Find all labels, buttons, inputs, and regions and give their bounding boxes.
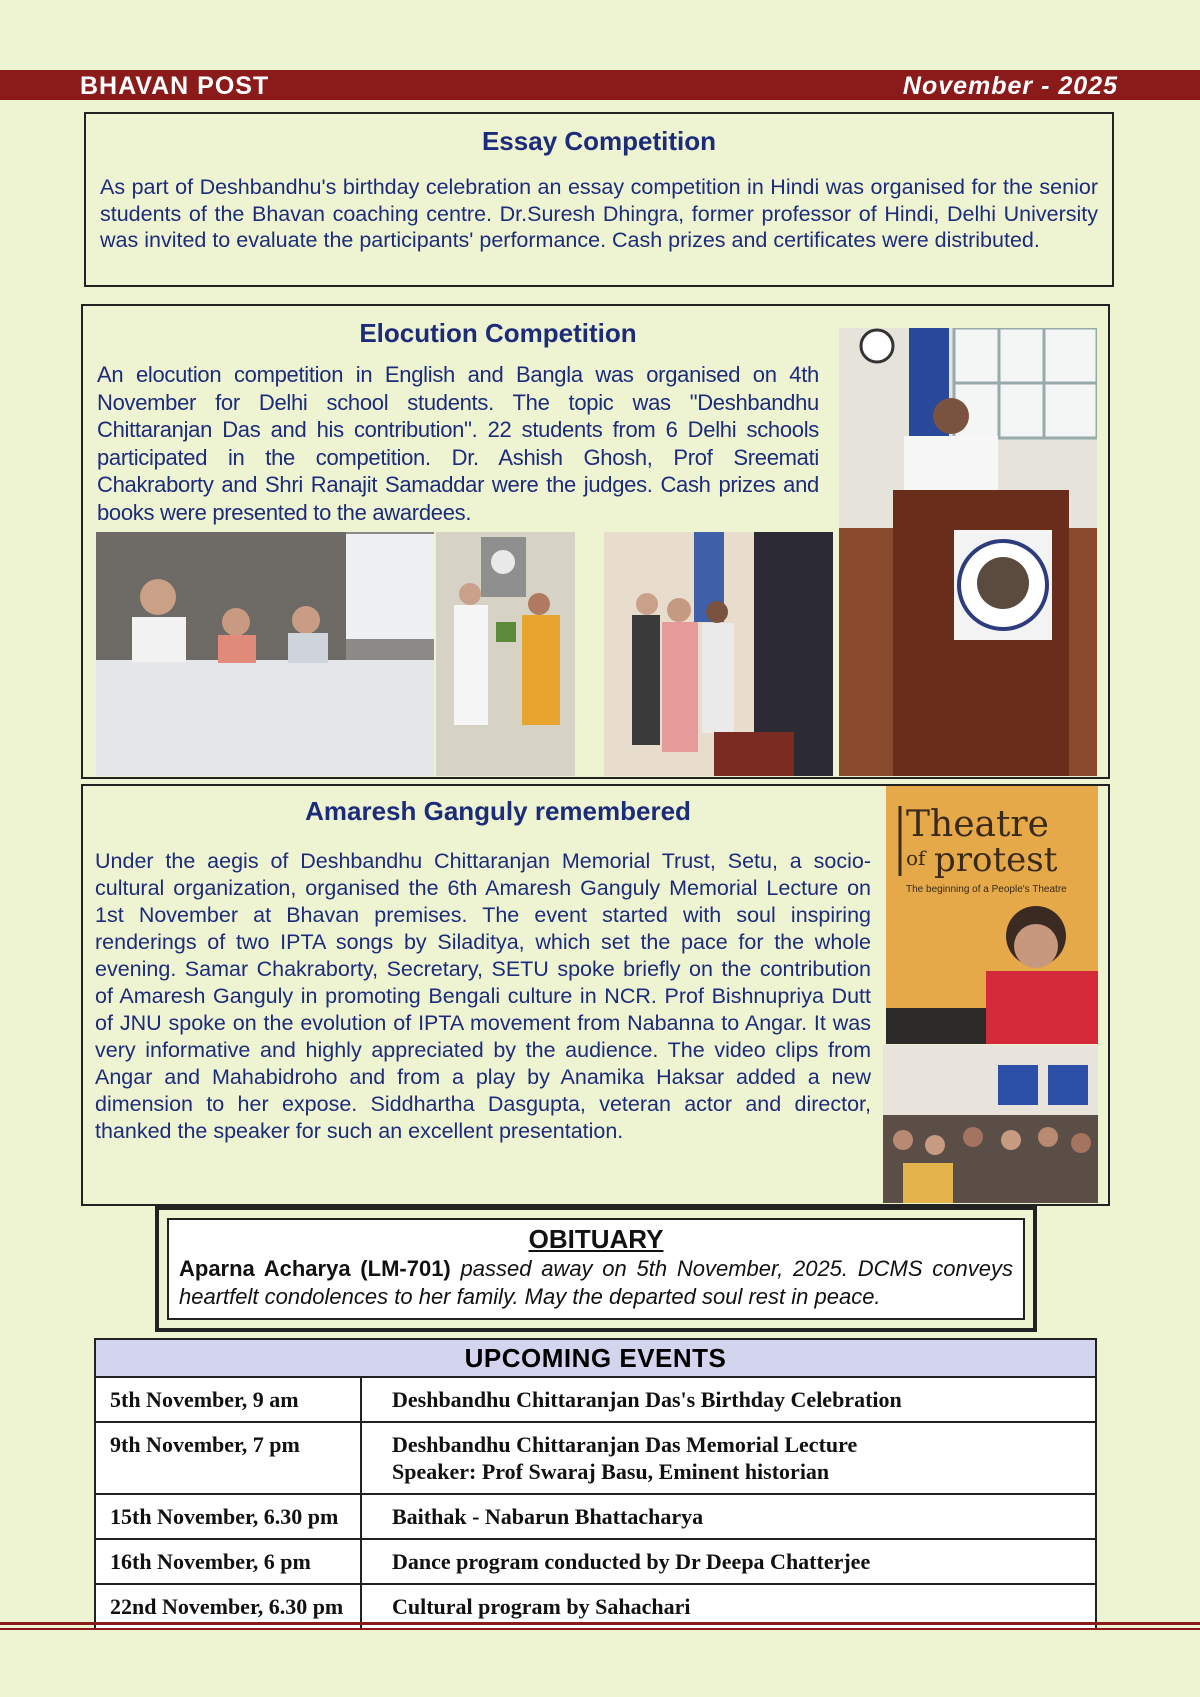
event-date: 9th November, 7 pm (96, 1422, 361, 1494)
events-title: UPCOMING EVENTS (96, 1340, 1095, 1378)
issue-date: November - 2025 (902, 72, 1118, 100)
photo-prize-presentation (436, 532, 575, 776)
poster-title-theatre: Theatre (906, 804, 1049, 845)
footer-rule (0, 1622, 1200, 1625)
events-grid (96, 1378, 1095, 1628)
poster-subtitle: The beginning of a People's Theatre (906, 884, 1067, 895)
event-description: Baithak - Nabarun Bhattacharya (361, 1494, 1095, 1539)
amaresh-body: Under the aegis of Deshbandhu Chittaranjan Memorial Trust, Setu, a socio-cultural organization, organised the 6th Amaresh Ganguly Memorial Lecture on 1st November at Bhavan premises. The event started with soul inspiring renderings of two IPTA songs by Siladitya, which set the pace for the whole evening. Samar Chakraborty, Secretary, SETU spoke briefly on the contribution of Amaresh Ganguly in promoting Bengali culture in NCR. Prof Bishnupriya Dutt of JNU spoke on the evolution of IPTA movement from Nabanna to Angar. It was very informative and highly appreciated by the audience. The video clips from Angar and Mahabidroho and from a play by Anamika Haksar added a new dimension to her expose. Siddhartha Dasgupta, veteran actor and director, thanked the speaker for such an excellent presentation. (95, 849, 871, 1143)
table-row (96, 1422, 1095, 1494)
photo-speaker-podium (839, 328, 1097, 776)
event-date: 15th November, 6.30 pm (96, 1494, 361, 1539)
event-description: Dance program conducted by Dr Deepa Chatterjee (361, 1539, 1095, 1584)
event-date: 22nd November, 6.30 pm (96, 1584, 361, 1628)
event-description (361, 1422, 1095, 1494)
upcoming-events-table (94, 1338, 1097, 1630)
footer-rule-thin (0, 1628, 1200, 1630)
amaresh-section (81, 784, 1110, 1206)
obituary-name: Aparna Acharya (LM-701) (179, 1256, 451, 1281)
elocution-section (81, 304, 1110, 779)
obituary-body (169, 1255, 1023, 1311)
table-row (96, 1378, 1095, 1422)
poster-title-of: of (906, 846, 926, 870)
event-description-line2: Speaker: Prof Swaraj Basu, Eminent historian (392, 1459, 830, 1484)
event-description-line1: Deshbandhu Chittaranjan Das Memorial Lecture (392, 1432, 858, 1457)
elocution-body: An elocution competition in English and Bangla was organised on 4th November for Delhi school students. The topic was "Deshbandhu Chittaranjan Das and his contribution". 22 students from 6 Delhi schools participated in the competition. Dr. Ashish Ghosh, Prof Sreemati Chakraborty and Shri Ranajit Samaddar were the judges. Cash prizes and books were presented to the awardees. (97, 362, 819, 525)
amaresh-title: Amaresh Ganguly remembered (305, 796, 691, 826)
obituary-inner-frame (167, 1218, 1025, 1320)
event-description: Cultural program by Sahachari (392, 1594, 691, 1619)
publication-title: BHAVAN POST (80, 72, 270, 100)
table-row (96, 1494, 1095, 1539)
event-date: 16th November, 6 pm (96, 1539, 361, 1584)
poster-title-protest: protest (934, 840, 1058, 880)
photo-audience (883, 1045, 1098, 1203)
essay-title: Essay Competition (481, 126, 717, 156)
essay-section (84, 112, 1114, 287)
event-description: Deshbandhu Chittaranjan Das's Birthday Celebration (361, 1378, 1095, 1422)
header-bar (0, 70, 1200, 100)
obituary-text: passed away on 5th November, 2025. DCMS conveys heartfelt condolences to her family. May the departed soul rest in peace. (179, 1256, 1014, 1309)
obituary-section (155, 1206, 1037, 1332)
obituary-title: OBITUARY (528, 1224, 664, 1254)
photo-lecture-poster (886, 786, 1098, 1044)
table-row (96, 1539, 1095, 1584)
elocution-title: Elocution Competition (359, 318, 637, 348)
essay-body: As part of Deshbandhu's birthday celebration an essay competition in Hindi was organised for the senior students of the Bhavan coaching centre. Dr.Suresh Dhingra, former professor of Hindi, Delhi University was invited to evaluate the participants' performance. Cash prizes and certificates were distributed. (100, 175, 1098, 252)
event-date: 5th November, 9 am (96, 1378, 361, 1422)
photo-judges-panel (96, 532, 434, 776)
photo-student-award (604, 532, 833, 776)
